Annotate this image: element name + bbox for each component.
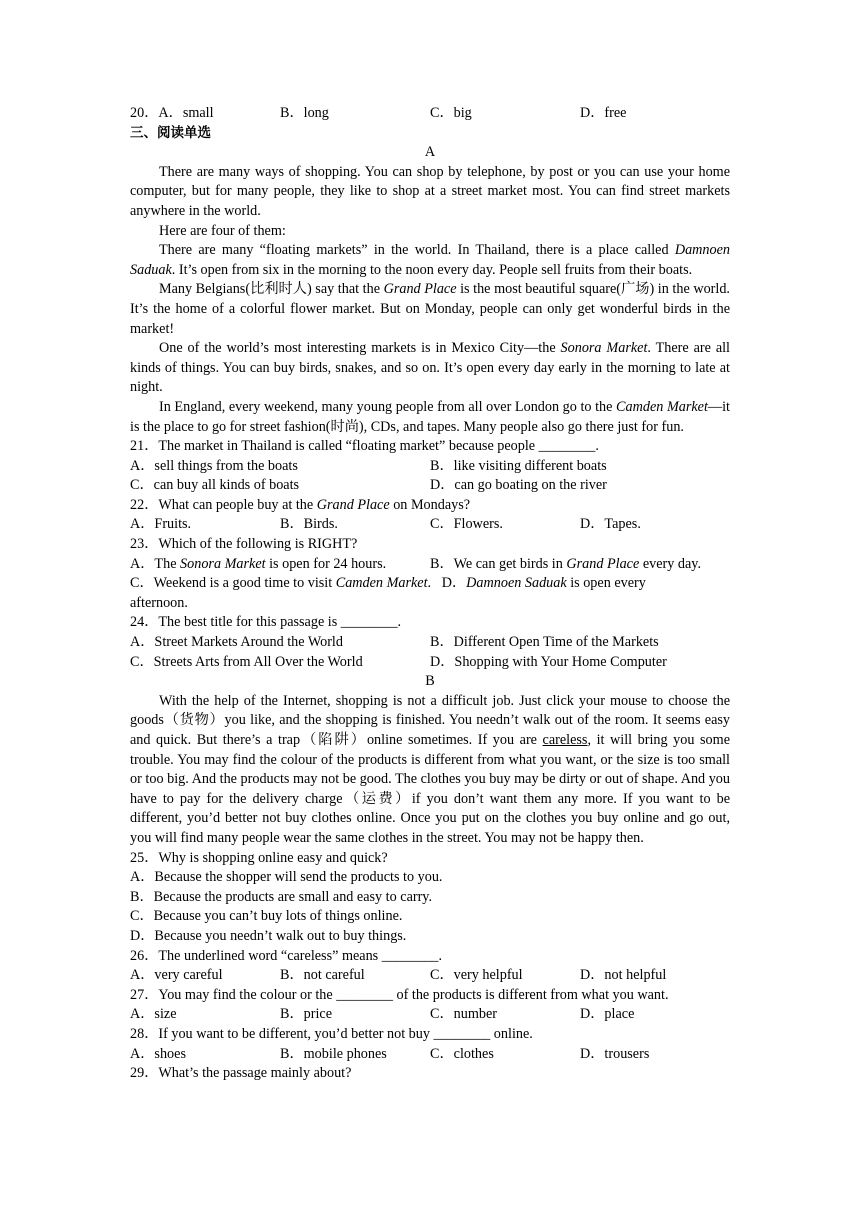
option-c: C．can buy all kinds of boats <box>130 477 300 494</box>
option-c: C．big <box>430 105 472 121</box>
option-d: D．Because you needn’t walk out to buy things. <box>130 927 407 944</box>
option-a: A．shoes <box>130 1045 186 1062</box>
passage-a-paragraph-3: There are many “floating markets” in the world. In Thailand, there is a place called Damnoen Saduak. It’s open from six in the morning to the noon every day. People sell fruits from their boats. <box>130 242 730 278</box>
exam-content <box>130 104 730 1084</box>
question-23-options-row-2 <box>130 574 730 594</box>
option-a: A．sell things from the boats <box>130 457 298 474</box>
section-title: 三、阅读单选 <box>130 124 211 141</box>
option-b: B．long <box>280 105 329 121</box>
passage-a-paragraph-6: In England, every weekend, many young people from all over London go to the Camden Market—it is the place to go for street fashion(时尚), CDs, and tapes. Many people also go there just for fun. <box>130 398 730 435</box>
passage-a-paragraph-1: There are many ways of shopping. You can shop by telephone, by post or you can use your home computer, but for many people, they like to shop at a street market most. You can find street markets anywhere in the world. <box>130 163 730 219</box>
option-c: C．clothes <box>430 1045 494 1062</box>
passage-a-paragraph-5: One of the world’s most interesting markets is in Mexico City—the Sonora Market. There are all kinds of things. You can buy birds, snakes, and so on. It’s open every day early in the morning to late at night. <box>130 340 730 396</box>
question-25-stem: 25．Why is shopping online easy and quick? <box>130 849 388 866</box>
place-name: Grand Place <box>383 281 457 298</box>
question-24-options-row-2 <box>130 653 730 673</box>
option-b: B．price <box>280 1006 333 1023</box>
option-b: B．mobile phones <box>280 1045 387 1062</box>
option-d: D．Damnoen Saduak is open every <box>441 575 646 592</box>
option-a: A．Because the shopper will send the products to you. <box>130 869 443 886</box>
option-c: C．Flowers. <box>430 516 503 533</box>
option-a: A．small <box>158 105 214 121</box>
option-b: B．Different Open Time of the Markets <box>430 634 659 651</box>
passage-b-label: B <box>425 673 435 690</box>
question-21-options-row-2 <box>130 476 730 496</box>
question-22-options <box>130 515 730 535</box>
option-a: A．very careful <box>130 967 223 984</box>
place-name: Damnoen Saduak <box>130 242 730 278</box>
option-b: B．Birds. <box>280 516 338 533</box>
option-d: D．free <box>580 105 627 121</box>
question-21-options-row-1 <box>130 457 730 477</box>
question-21-stem: 21．The market in Thailand is called “floating market” because people ________. <box>130 438 599 455</box>
place-name: Camden Market <box>616 398 708 415</box>
question-26-options <box>130 966 730 986</box>
option-d: D．place <box>580 1006 635 1023</box>
question-27-options <box>130 1005 730 1025</box>
option-c: C．Weekend is a good time to visit Camden Market. <box>130 575 432 592</box>
passage-b-paragraph: With the help of the Internet, shopping is not a difficult job. Just click your mouse to choose the goods（货物）you like, and the shopping is finished. You needn’t walk out of the room. It seems easy and quick. But there’s a trap（陷阱）online sometimes. If you are careless, it will bring you some trouble. You may find the colour of the products is different from what you want, or the size is too small or too big. And the products may not be good. The clothes you buy may be dirty or out of shape. And you have to pay for the delivery charge（运费）if you don’t want them any more. If you want to be different, you’d better not buy clothes online. Once you put on the clothes you buy online and go out, you will find many people wear the same clothes in the street. You may not be happy then. <box>130 692 730 846</box>
passage-a-paragraph-4: Many Belgians(比利时人) say that the Grand Place is the most beautiful square(广场) in the world. It’s the home of a colorful flower market. But on Monday, people can only get wonderful birds in the market! <box>130 281 730 337</box>
option-d: D．Shopping with Your Home Computer <box>430 653 667 670</box>
passage-a-label: A <box>424 144 436 161</box>
option-c: C．Because you can’t buy lots of things online. <box>130 908 403 925</box>
option-a: A．Fruits. <box>130 516 192 533</box>
question-29-stem: 29．What’s the passage mainly about? <box>130 1065 352 1082</box>
question-24-options-row-1 <box>130 633 730 653</box>
option-c: C．Streets Arts from All Over the World <box>130 653 363 670</box>
question-20-options <box>130 104 730 124</box>
question-number: 20． <box>130 105 159 121</box>
option-a: A．size <box>130 1006 177 1023</box>
question-27-stem: 27．You may find the colour or the ________ of the products is different from what you want. <box>130 986 669 1003</box>
option-d: D．Tapes. <box>580 516 641 533</box>
passage-a-paragraph-2: Here are four of them: <box>159 222 286 239</box>
underlined-word: careless <box>542 732 588 748</box>
option-b: B．Because the products are small and easy to carry. <box>130 888 433 905</box>
option-a: A．The Sonora Market is open for 24 hours. <box>130 555 387 572</box>
option-b: B．like visiting different boats <box>430 457 607 474</box>
option-d: D．not helpful <box>580 967 667 984</box>
question-28-stem: 28．If you want to be different, you’d better not buy ________ online. <box>130 1025 533 1042</box>
option-d: D．trousers <box>580 1045 650 1062</box>
option-d-continuation: afternoon. <box>130 594 188 611</box>
option-a: A．Street Markets Around the World <box>130 634 343 651</box>
question-28-options <box>130 1045 730 1065</box>
option-c: C．very helpful <box>430 967 523 984</box>
option-c: C．number <box>430 1006 497 1023</box>
question-23-stem: 23．Which of the following is RIGHT? <box>130 536 358 553</box>
option-b: B．We can get birds in Grand Place every day. <box>430 555 701 572</box>
question-24-stem: 24．The best title for this passage is ________. <box>130 614 402 631</box>
question-26-stem: 26．The underlined word “careless” means ________. <box>130 947 443 964</box>
place-name: Sonora Market <box>560 340 648 357</box>
option-d: D．can go boating on the river <box>430 477 607 494</box>
question-22-stem: 22．What can people buy at the Grand Place on Mondays? <box>130 496 471 513</box>
option-b: B．not careful <box>280 967 365 984</box>
question-23-options-row-1 <box>130 555 730 575</box>
